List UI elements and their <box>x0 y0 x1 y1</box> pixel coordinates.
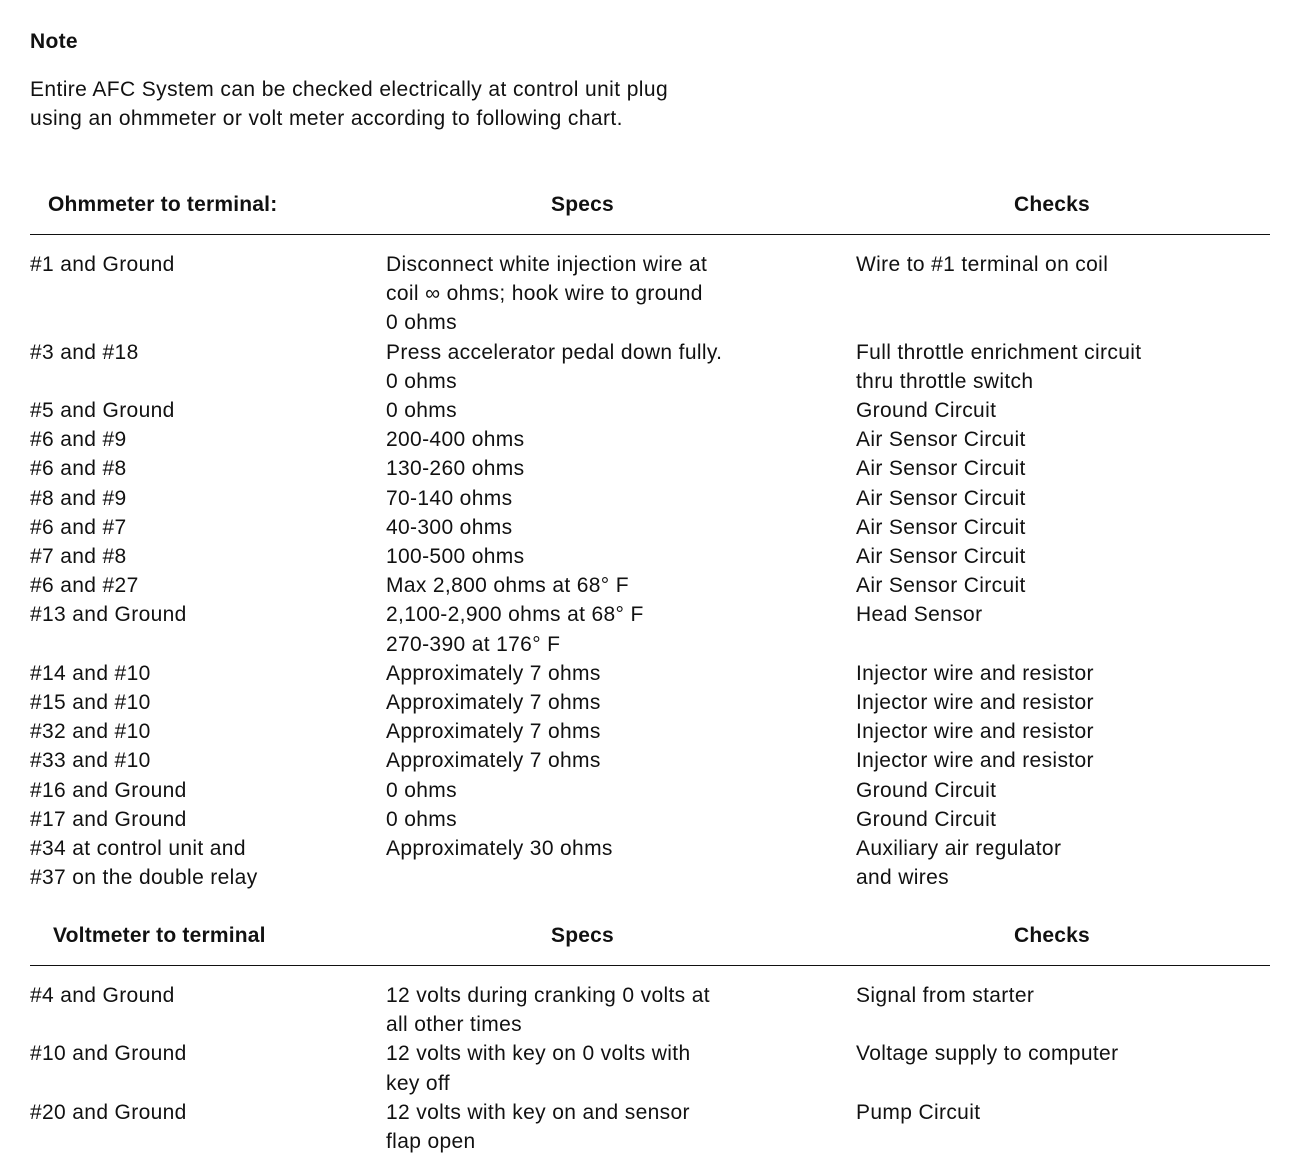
specs-cell: Approximately 7 ohms <box>386 720 601 744</box>
terminal-cell: #6 and #8 <box>30 457 127 481</box>
table-row <box>30 981 1270 1039</box>
header-terminal: Voltmeter to terminal <box>53 924 266 947</box>
terminal-cell: #8 and #9 <box>30 486 127 510</box>
specs-cell: Max 2,800 ohms at 68° F <box>386 574 629 598</box>
checks-cell: Auxiliary air regulator and wires <box>856 837 1062 890</box>
specs-cell: 70-140 ohms <box>386 486 513 510</box>
checks-cell: Injector wire and resistor <box>856 720 1094 744</box>
specs-cell: Press accelerator pedal down fully. 0 ohms <box>386 340 723 393</box>
terminal-cell: #15 and #10 <box>30 691 151 715</box>
table-row <box>30 600 1270 658</box>
terminal-cell: #4 and Ground <box>30 984 175 1007</box>
checks-cell: Full throttle enrichment circuit thru throttle switch <box>856 340 1142 393</box>
specs-cell: 100-500 ohms <box>386 545 525 569</box>
terminal-cell: #3 and #18 <box>30 340 139 364</box>
terminal-cell: #14 and #10 <box>30 661 151 685</box>
checks-cell: Ground Circuit <box>856 807 997 831</box>
terminal-cell: #7 and #8 <box>30 545 127 569</box>
table-row <box>30 834 1270 892</box>
checks-cell: Air Sensor Circuit <box>856 428 1026 452</box>
table-row <box>30 776 1270 805</box>
table-row <box>30 659 1270 688</box>
specs-cell: 40-300 ohms <box>386 515 513 539</box>
specs-cell: Disconnect white injection wire at coil ∞ ohms; hook wire to ground 0 ohms <box>386 253 708 335</box>
checks-cell: Head Sensor <box>856 603 983 627</box>
checks-cell: Air Sensor Circuit <box>856 574 1026 598</box>
terminal-cell: #13 and Ground <box>30 603 187 627</box>
specs-cell: 200-400 ohms <box>386 428 525 452</box>
table-row <box>30 688 1270 717</box>
checks-cell: Wire to #1 terminal on coil <box>856 253 1109 276</box>
terminal-cell: #6 and #27 <box>30 574 139 598</box>
specs-cell: Approximately 7 ohms <box>386 661 601 685</box>
note-text: Entire AFC System can be checked electrically at control unit plug using an ohmmeter or volt meter according to following chart. <box>30 78 669 130</box>
specs-cell: 12 volts with key on 0 volts with key off <box>386 1042 691 1095</box>
terminal-cell: #32 and #10 <box>30 720 151 744</box>
terminal-cell: #1 and Ground <box>30 253 175 276</box>
header-specs: Specs <box>551 924 614 947</box>
table-row <box>30 1098 1270 1156</box>
table-row <box>30 571 1270 600</box>
checks-cell: Injector wire and resistor <box>856 661 1094 685</box>
specs-cell: Approximately 30 ohms <box>386 837 613 861</box>
checks-cell: Air Sensor Circuit <box>856 457 1026 481</box>
table-row <box>30 746 1270 775</box>
checks-cell: Air Sensor Circuit <box>856 486 1026 510</box>
table-row <box>30 513 1270 542</box>
terminal-cell: #5 and Ground <box>30 399 175 423</box>
note-title: Note <box>30 30 78 53</box>
table-row <box>30 396 1270 425</box>
voltmeter-table-header <box>30 924 1270 964</box>
terminal-cell: #6 and #9 <box>30 428 127 452</box>
specs-cell: 0 ohms <box>386 399 457 423</box>
header-divider <box>30 234 1270 235</box>
terminal-cell: #20 and Ground <box>30 1100 187 1124</box>
specs-cell: 12 volts with key on and sensor flap open <box>386 1100 690 1154</box>
checks-cell: Ground Circuit <box>856 778 997 802</box>
table-row <box>30 717 1270 746</box>
specs-cell: 0 ohms <box>386 807 457 831</box>
specs-cell: 2,100-2,900 ohms at 68° F 270-390 at 176° F <box>386 603 644 656</box>
specs-cell: Approximately 7 ohms <box>386 749 601 773</box>
table-row <box>30 425 1270 454</box>
header-specs: Specs <box>551 193 614 216</box>
terminal-cell: #17 and Ground <box>30 807 187 831</box>
table-row <box>30 338 1270 396</box>
checks-cell: Injector wire and resistor <box>856 691 1094 715</box>
table-row <box>30 805 1270 834</box>
header-checks: Checks <box>1014 924 1090 947</box>
ohmmeter-table <box>30 193 1270 890</box>
checks-cell: Injector wire and resistor <box>856 749 1094 773</box>
table-row <box>30 250 1270 338</box>
voltmeter-table <box>30 924 1270 1154</box>
terminal-cell: #10 and Ground <box>30 1042 187 1066</box>
table-row <box>30 542 1270 571</box>
terminal-cell: #34 at control unit and #37 on the double relay <box>30 837 258 890</box>
header-divider <box>30 965 1270 966</box>
terminal-cell: #16 and Ground <box>30 778 187 802</box>
terminal-cell: #33 and #10 <box>30 749 151 773</box>
specs-cell: 12 volts during cranking 0 volts at all other times <box>386 984 710 1037</box>
checks-cell: Voltage supply to computer <box>856 1042 1119 1066</box>
checks-cell: Air Sensor Circuit <box>856 515 1026 539</box>
terminal-cell: #6 and #7 <box>30 515 127 539</box>
specs-cell: 130-260 ohms <box>386 457 525 481</box>
specs-cell: 0 ohms <box>386 778 457 802</box>
table-row <box>30 484 1270 513</box>
checks-cell: Signal from starter <box>856 984 1035 1007</box>
table-row <box>30 454 1270 483</box>
checks-cell: Ground Circuit <box>856 399 997 423</box>
header-checks: Checks <box>1014 193 1090 216</box>
ohmmeter-rows <box>30 250 1270 892</box>
voltmeter-rows <box>30 981 1270 1156</box>
checks-cell: Pump Circuit <box>856 1100 981 1124</box>
table-row <box>30 1039 1270 1097</box>
specs-cell: Approximately 7 ohms <box>386 691 601 715</box>
checks-cell: Air Sensor Circuit <box>856 545 1026 569</box>
ohmmeter-table-header <box>30 193 1270 233</box>
header-terminal: Ohmmeter to terminal: <box>48 193 278 216</box>
